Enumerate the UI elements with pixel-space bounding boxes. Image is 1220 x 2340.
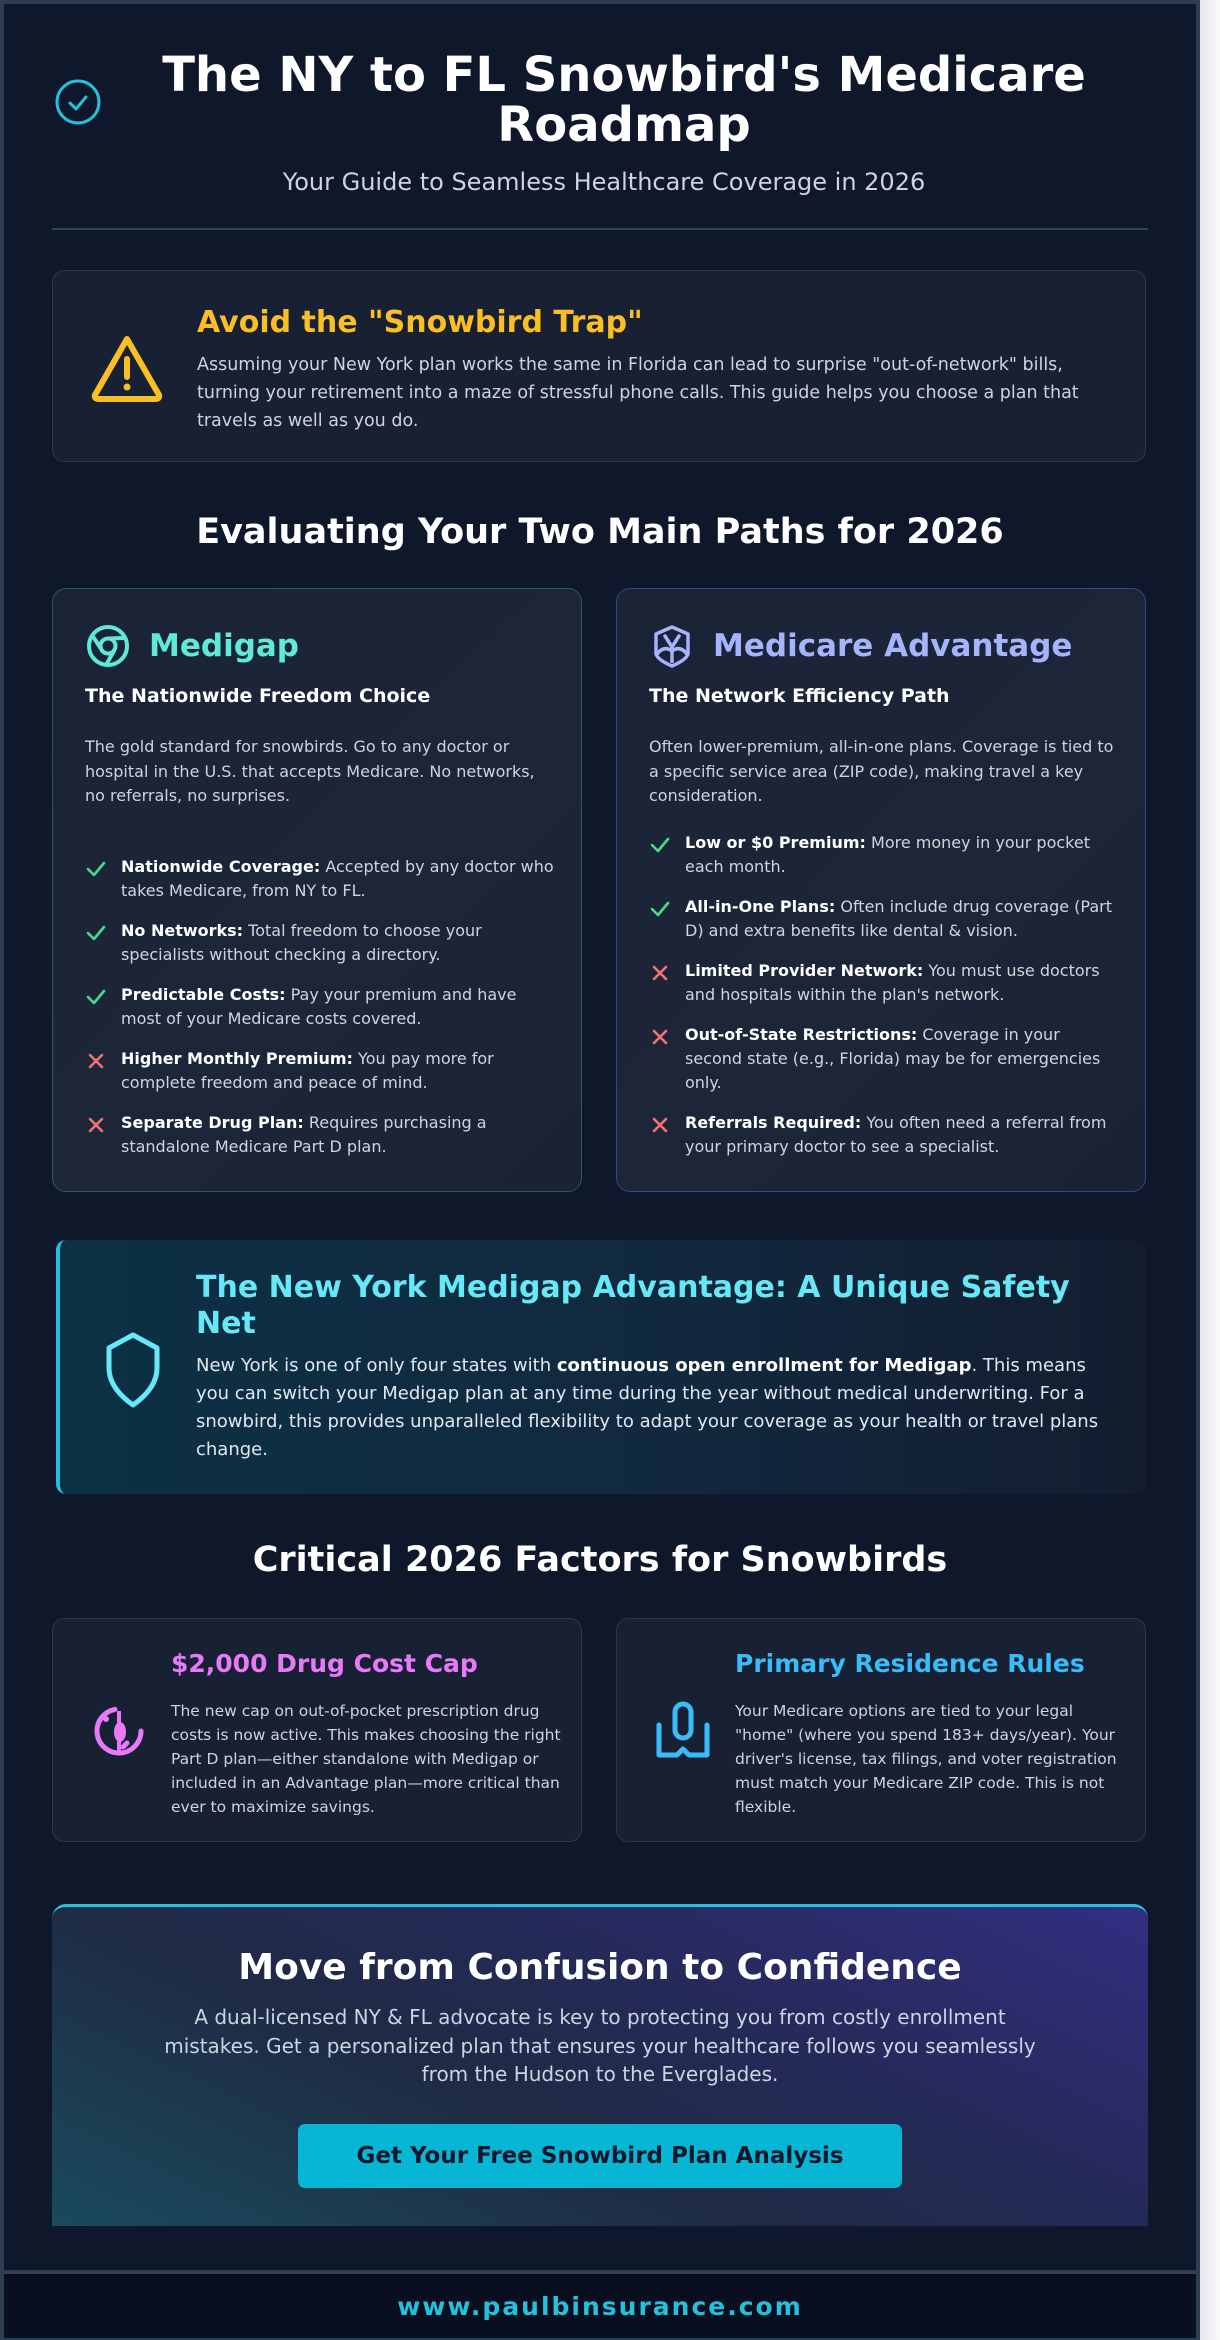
pro-item (85, 919, 555, 967)
con-item (649, 959, 1119, 1007)
pro-item (649, 831, 1119, 879)
ny-safety-net-callout (56, 1240, 1146, 1494)
x-icon (85, 1113, 107, 1135)
item-label: No Networks: (121, 921, 244, 940)
check-icon (85, 985, 107, 1007)
x-icon (649, 1025, 671, 1047)
item-text: Coverage in your second state (e.g., Florida) may be for emergencies only. (685, 1025, 1101, 1092)
drug-cost-cap-card (52, 1618, 582, 1842)
warning-title: Avoid the "Snowbird Trap" (197, 305, 643, 340)
check-icon (85, 857, 107, 879)
item-text: Accepted by any doctor who takes Medicare, from NY to FL. (121, 857, 554, 900)
item-label: Separate Drug Plan: (121, 1113, 304, 1132)
medigap-name: Medigap (149, 628, 299, 664)
check-icon (649, 897, 671, 919)
item-text: More money in your pocket each month. (685, 833, 1090, 876)
x-icon (649, 1113, 671, 1135)
advantage-feature-list (649, 831, 1119, 1175)
header (4, 4, 1196, 234)
item-label: Higher Monthly Premium: (121, 1049, 353, 1068)
safety-text-emphasis: continuous open enrollment for Medigap (556, 1355, 972, 1376)
x-icon (85, 1049, 107, 1071)
pro-item (85, 855, 555, 903)
website-link[interactable]: www.paulbinsurance.com (397, 2291, 803, 2321)
primary-residence-card (616, 1618, 1146, 1842)
advantage-name: Medicare Advantage (713, 628, 1073, 664)
con-item (649, 1111, 1119, 1159)
item-label: Referrals Required: (685, 1113, 862, 1132)
warning-triangle-icon (89, 333, 165, 403)
safety-net-title: The New York Medigap Advantage: A Unique Safety Net (196, 1270, 1070, 1341)
item-label: Nationwide Coverage: (121, 857, 321, 876)
medigap-feature-list (85, 855, 555, 1175)
item-text: Pay your premium and have most of your Medicare costs covered. (121, 985, 517, 1028)
item-text: Total freedom to choose your specialists without checking a directory. (121, 921, 482, 964)
item-label: Out-of-State Restrictions: (685, 1025, 918, 1044)
residence-title: Primary Residence Rules (735, 1649, 1085, 1678)
advantage-tagline: The Network Efficiency Path (649, 685, 950, 707)
check-icon (85, 921, 107, 943)
compass-icon (85, 623, 131, 669)
footer (4, 2272, 1196, 2338)
check-icon (649, 833, 671, 855)
con-item (649, 1023, 1119, 1095)
item-text: You must use doctors and hospitals within the plan's network. (685, 961, 1100, 1004)
infographic-page (4, 4, 1196, 2270)
cta-section (52, 1904, 1148, 2226)
check-circle-icon (54, 78, 102, 126)
item-text: You pay more for complete freedom and peace of mind. (121, 1049, 494, 1092)
shield-icon (102, 1330, 164, 1410)
snowbird-trap-warning (52, 270, 1146, 462)
item-text: Often include drug coverage (Part D) and extra benefits like dental & vision. (685, 897, 1112, 940)
pro-item (85, 983, 555, 1031)
page-subtitle: Your Guide to Seamless Healthcare Coverage in 2026 (282, 168, 926, 196)
medigap-card (52, 588, 582, 1192)
con-item (85, 1111, 555, 1159)
con-item (85, 1047, 555, 1095)
safety-text-part: New York is one of only four states with (196, 1355, 557, 1376)
x-icon (649, 961, 671, 983)
safety-text-part: . This means you can switch your Medigap plan at any time during the year without medical underwriting. For a snowbird, this provides unparalleled flexibility to adapt your coverage as your health or travel plans change. (196, 1355, 1099, 1460)
residence-text: Your Medicare options are tied to your legal "home" (where you spend 183+ days/year). Your driver's license, tax filings, and voter registration must match your Medicare ZIP code. This is not flexible. (735, 1702, 1117, 1816)
drug-cap-title: $2,000 Drug Cost Cap (171, 1649, 478, 1678)
factors-section-title: Critical 2026 Factors for Snowbirds (252, 1540, 948, 1580)
safety-net-text (196, 1352, 1116, 1464)
warning-text: Assuming your New York plan works the same in Florida can lead to surprise "out-of-network" bills, turning your retirement into a maze of stressful phone calls. This guide helps you choose a plan that travels as well as you do. (197, 355, 1079, 431)
pro-item (649, 895, 1119, 943)
medicare-advantage-card (616, 588, 1146, 1192)
header-divider (52, 228, 1148, 230)
page-title: The NY to FL Snowbird's Medicare Roadmap (162, 47, 1086, 153)
item-text: You often need a referral from your primary doctor to see a specialist. (685, 1113, 1107, 1156)
drug-cap-text: The new cap on out-of-pocket prescription drug costs is now active. This makes choosing the right Part D plan—either standalone with Medigap or included in an Advantage plan—more critical than ever to maximize savings. (171, 1702, 561, 1816)
item-label: Limited Provider Network: (685, 961, 924, 980)
item-label: Predictable Costs: (121, 985, 286, 1004)
medigap-description: The gold standard for snowbirds. Go to any doctor or hospital in the U.S. that accepts Medicare. No networks, no referrals, no surprises. (85, 737, 535, 805)
scrollbar-track[interactable] (1200, 0, 1220, 2340)
item-label: Low or $0 Premium: (685, 833, 866, 852)
advantage-description: Often lower-premium, all-in-one plans. Coverage is tied to a specific service area (ZIP code), making travel a key consideration. (649, 737, 1114, 805)
home-location-icon (653, 1701, 713, 1761)
medigap-tagline: The Nationwide Freedom Choice (85, 685, 431, 707)
free-plan-analysis-button[interactable]: Get Your Free Snowbird Plan Analysis (298, 2124, 902, 2188)
item-label: All-in-One Plans: (685, 897, 836, 916)
cta-text: A dual-licensed NY & FL advocate is key to protecting you from costly enrollment mistakes. Get a personalized plan that ensures your healthcare follows you seamlessly from the Hudson to the Everglades. (164, 2005, 1036, 2086)
item-text: Requires purchasing a standalone Medicare Part D plan. (121, 1113, 487, 1156)
paths-section-title: Evaluating Your Two Main Paths for 2026 (196, 512, 1004, 552)
network-shield-icon (649, 623, 695, 669)
pill-gauge-icon (89, 1701, 149, 1761)
cta-title: Move from Confusion to Confidence (238, 1947, 962, 1988)
